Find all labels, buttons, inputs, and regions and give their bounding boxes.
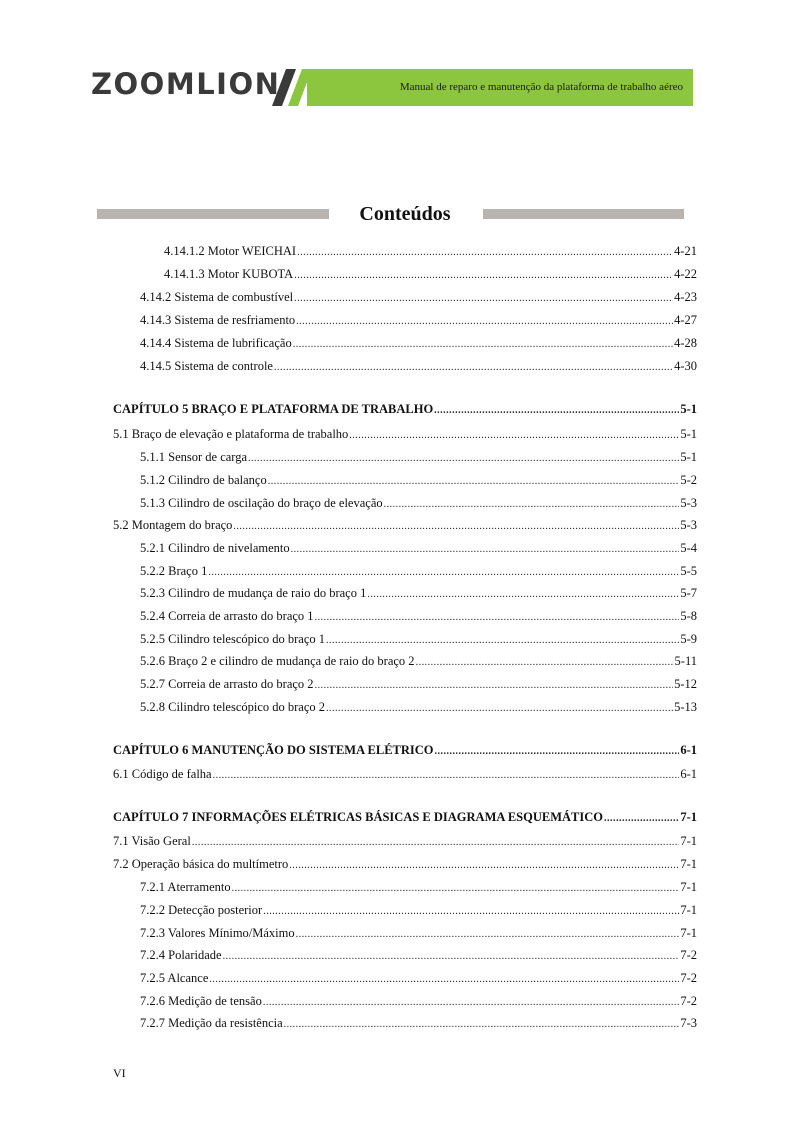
toc-entry-label: 5.2.7 Correia de arrasto do braço 2 <box>140 677 314 691</box>
toc-entry-page: 5-12 <box>674 677 697 691</box>
toc-entry-page: 5-2 <box>680 473 697 487</box>
toc-entry-label: 7.2 Operação básica do multímetro <box>113 857 289 871</box>
toc-entry-label: 5.1.3 Cilindro de oscilação do braço de elevação <box>140 496 383 510</box>
toc-entry-page: 4-22 <box>674 267 697 281</box>
toc-entry-label: 5.1 Braço de elevação e plataforma de trabalho <box>113 427 349 441</box>
toc-leader-dots <box>233 519 679 535</box>
toc-entry-label: CAPÍTULO 5 BRAÇO E PLATAFORMA DE TRABALHO <box>113 402 434 416</box>
manual-title: Manual de reparo e manutenção da plataforma de trabalho aéreo <box>399 81 683 93</box>
toc-entry-page: 7-1 <box>680 880 697 894</box>
toc-entry-page: 6-1 <box>680 767 697 781</box>
toc-leader-dots <box>263 995 679 1011</box>
toc-entry-page: 7-3 <box>680 1016 697 1030</box>
toc-entry-label: 7.2.1 Aterramento <box>140 880 231 894</box>
toc-leader-dots <box>296 314 673 330</box>
toc-entry-page: 7-1 <box>680 810 697 824</box>
title-rule-left <box>97 209 329 219</box>
toc-leader-dots <box>326 701 673 717</box>
toc-entry-page: 4-30 <box>674 359 697 373</box>
toc-entry-label: CAPÍTULO 7 INFORMAÇÕES ELÉTRICAS BÁSICAS E DIAGRAMA ESQUEMÁTICO <box>113 810 604 824</box>
toc-entry-page: 7-1 <box>680 903 697 917</box>
toc-leader-dots <box>208 565 679 581</box>
toc-entry[interactable] <box>164 243 697 261</box>
toc-entry-page: 5-11 <box>674 654 697 668</box>
title-rule-right <box>483 209 684 219</box>
toc-entry-label: 5.1.1 Sensor de carga <box>140 450 248 464</box>
toc-entry-page: 5-1 <box>680 427 697 441</box>
toc-entry[interactable] <box>113 833 697 851</box>
toc-entry[interactable] <box>140 312 697 330</box>
toc-entry[interactable] <box>113 856 697 874</box>
toc-entry[interactable] <box>113 517 697 535</box>
toc-entry-label: 4.14.5 Sistema de controle <box>140 359 273 373</box>
toc-leader-dots <box>349 428 679 444</box>
toc-entry-label: 5.2.1 Cilindro de nivelamento <box>140 541 290 555</box>
toc-entry-label: 4.14.1.2 Motor WEICHAI <box>164 244 297 258</box>
toc-entry[interactable] <box>140 902 697 920</box>
toc-entry-page: 7-2 <box>680 971 697 985</box>
toc-entry-label: 4.14.4 Sistema de lubrificação <box>140 336 292 350</box>
toc-entry[interactable] <box>140 631 697 649</box>
toc-leader-dots <box>289 858 679 874</box>
toc-entry[interactable] <box>140 947 697 965</box>
toc-entry[interactable] <box>140 472 697 490</box>
toc-entry-label: 7.2.3 Valores Mínimo/Máximo <box>140 926 295 940</box>
toc-entry-label: 7.2.6 Medição de tensão <box>140 994 262 1008</box>
toc-leader-dots <box>192 835 680 851</box>
toc-leader-dots <box>268 474 680 490</box>
toc-entry-page: 4-21 <box>674 244 697 258</box>
toc-entry-label: 7.1 Visão Geral <box>113 834 191 848</box>
toc-entry-page: 5-9 <box>680 632 697 646</box>
toc-entry-label: 5.2.3 Cilindro de mudança de raio do braço 1 <box>140 586 367 600</box>
toc-leader-dots <box>294 291 673 307</box>
toc-entry[interactable] <box>140 335 697 353</box>
toc-leader-dots <box>284 1017 680 1033</box>
toc-entry[interactable] <box>140 1015 697 1033</box>
toc-entry[interactable] <box>113 426 697 444</box>
toc-leader-dots <box>384 497 680 513</box>
toc-entry[interactable] <box>164 266 697 284</box>
toc-leader-dots <box>604 811 679 827</box>
toc-leader-dots <box>315 678 674 694</box>
toc-entry[interactable] <box>140 563 697 581</box>
toc-entry-label: 5.2 Montagem do braço <box>113 518 233 532</box>
toc-entry[interactable] <box>140 879 697 897</box>
toc-leader-dots <box>296 927 680 943</box>
toc-entry-page: 5-8 <box>680 609 697 623</box>
toc-entry[interactable] <box>140 970 697 988</box>
toc-entry[interactable] <box>140 699 697 717</box>
header-banner <box>307 69 693 106</box>
toc-entry[interactable] <box>140 676 697 694</box>
toc-entry-label: 5.2.6 Braço 2 e cilindro de mudança de raio do braço 2 <box>140 654 415 668</box>
toc-title-row <box>0 200 793 230</box>
toc-leader-dots <box>209 972 679 988</box>
toc-chapter-entry[interactable] <box>113 742 697 760</box>
toc-leader-dots <box>294 268 673 284</box>
toc-entry[interactable] <box>113 766 697 784</box>
toc-leader-dots <box>416 655 674 671</box>
toc-entry-label: 5.2.2 Braço 1 <box>140 564 208 578</box>
toc-leader-dots <box>315 610 680 626</box>
page-number: VI <box>113 1066 126 1080</box>
toc-leader-dots <box>232 881 680 897</box>
toc-chapter-entry[interactable] <box>113 809 697 827</box>
toc-leader-dots <box>213 768 680 784</box>
toc-entry-page: 5-5 <box>680 564 697 578</box>
toc-entry-label: 7.2.7 Medição da resistência <box>140 1016 283 1030</box>
toc-entry[interactable] <box>140 925 697 943</box>
toc-entry-label: 5.2.5 Cilindro telescópico do braço 1 <box>140 632 326 646</box>
toc-leader-dots <box>263 904 679 920</box>
toc-leader-dots <box>326 633 679 649</box>
toc-entry-page: 5-3 <box>680 496 697 510</box>
toc-entry-label: 4.14.3 Sistema de resfriamento <box>140 313 296 327</box>
toc-entry-label: 5.2.8 Cilindro telescópico do braço 2 <box>140 700 326 714</box>
toc-entry-page: 5-4 <box>680 541 697 555</box>
toc-entry-page: 5-1 <box>680 450 697 464</box>
toc-entry-label: 5.1.2 Cilindro de balanço <box>140 473 267 487</box>
toc-entry-page: 5-1 <box>680 402 697 416</box>
toc-leader-dots <box>367 587 679 603</box>
toc-entry-page: 7-1 <box>680 926 697 940</box>
toc-entry-page: 5-13 <box>674 700 697 714</box>
toc-entry-page: 5-3 <box>680 518 697 532</box>
toc-entry[interactable] <box>140 495 697 513</box>
toc-entry-label: 5.2.4 Correia de arrasto do braço 1 <box>140 609 314 623</box>
toc-entry-label: CAPÍTULO 6 MANUTENÇÃO DO SISTEMA ELÉTRICO <box>113 743 434 757</box>
toc-entry[interactable] <box>140 449 697 467</box>
toc-entry-page: 4-23 <box>674 290 697 304</box>
toc-entry-label: 4.14.1.3 Motor KUBOTA <box>164 267 294 281</box>
toc-entry[interactable] <box>140 540 697 558</box>
toc-leader-dots <box>297 245 673 261</box>
toc-entry-page: 5-7 <box>680 586 697 600</box>
page-header <box>0 0 793 120</box>
toc-entry-page: 4-28 <box>674 336 697 350</box>
toc-entry-label: 7.2.4 Polaridade <box>140 948 222 962</box>
toc-chapter-entry[interactable] <box>113 401 697 419</box>
toc-entry-page: 7-1 <box>680 857 697 871</box>
toc-entry-page: 7-2 <box>680 948 697 962</box>
zoomlion-logo: ZOOMLION <box>91 67 281 101</box>
toc-leader-dots <box>248 451 679 467</box>
toc-entry-page: 7-2 <box>680 994 697 1008</box>
toc-entry-label: 4.14.2 Sistema de combustível <box>140 290 294 304</box>
toc-entry[interactable] <box>140 993 697 1011</box>
toc-entry[interactable] <box>140 653 697 671</box>
toc-leader-dots <box>293 337 673 353</box>
toc-entry[interactable] <box>140 289 697 307</box>
toc-entry-label: 7.2.2 Detecção posterior <box>140 903 263 917</box>
toc-entry-page: 6-1 <box>680 743 697 757</box>
toc-leader-dots <box>291 542 680 558</box>
toc-entry-label: 7.2.5 Alcance <box>140 971 209 985</box>
toc-entry[interactable] <box>140 358 697 376</box>
toc-entry[interactable] <box>140 585 697 603</box>
toc-leader-dots <box>435 744 680 760</box>
toc-entry-page: 4-27 <box>674 313 697 327</box>
toc-entry-page: 7-1 <box>680 834 697 848</box>
toc-entry[interactable] <box>140 608 697 626</box>
toc-leader-dots <box>274 360 673 376</box>
toc-entry-label: 6.1 Código de falha <box>113 767 212 781</box>
toc-leader-dots <box>434 403 679 419</box>
toc-leader-dots <box>223 949 680 965</box>
page-title: Conteúdos <box>359 203 451 225</box>
